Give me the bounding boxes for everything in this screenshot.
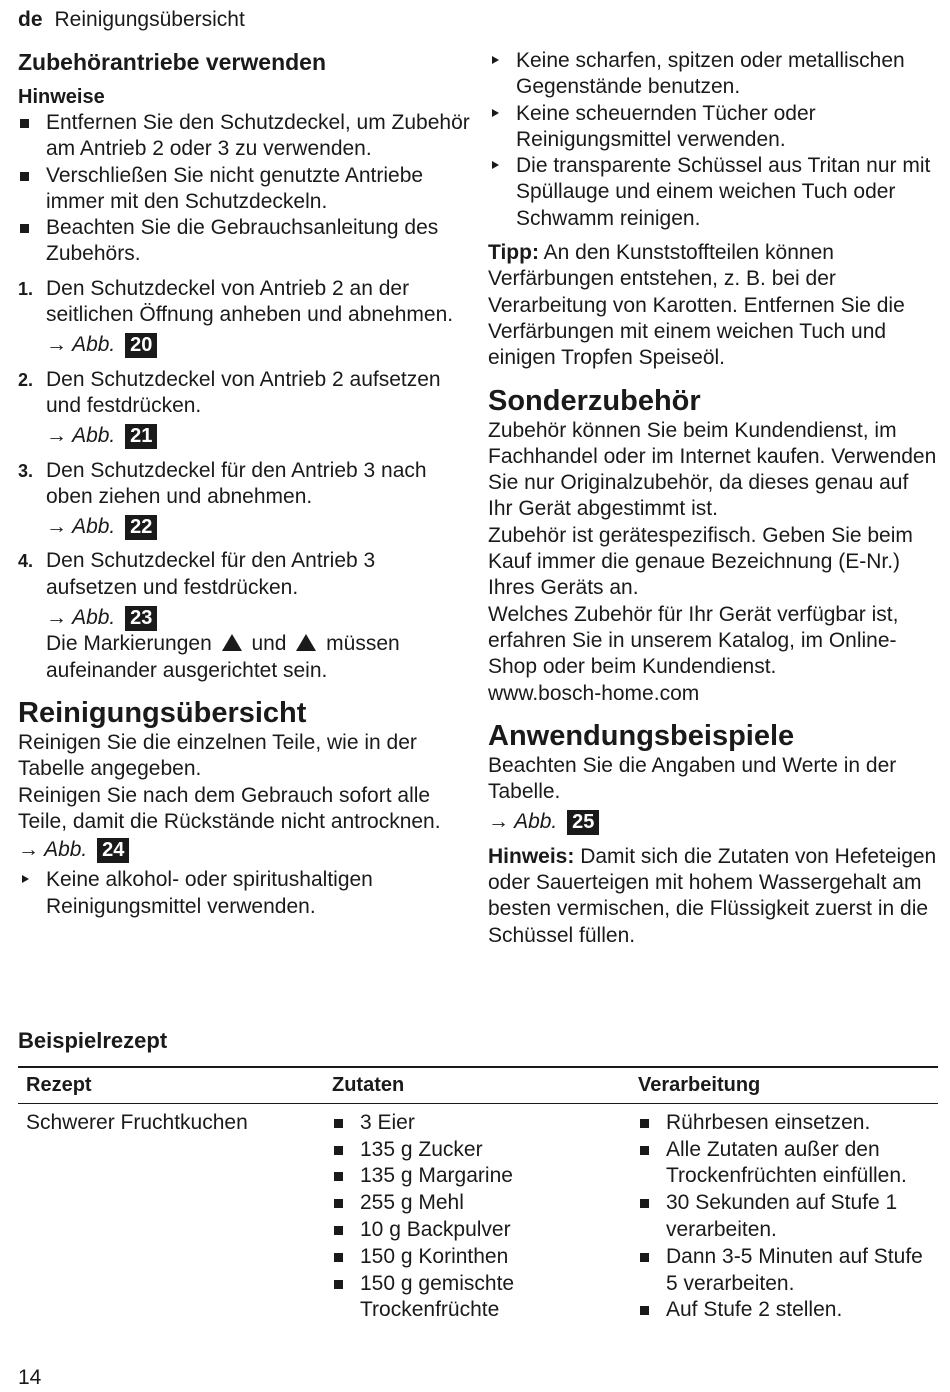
heading-cleaning-overview: Reinigungsübersicht <box>18 696 307 729</box>
figure-number-badge: 25 <box>567 810 599 835</box>
paragraph: Zubehör ist gerätespezifisch. Geben Sie beim Kauf immer die genaue Bezeichnung (E-Nr.) Ihres Geräts an. <box>488 523 913 600</box>
step-number: 1. <box>18 278 34 299</box>
step-text: Den Schutzdeckel von Antrieb 2 aufsetzen und festdrücken. <box>46 367 441 417</box>
heading-accessory-drives: Zubehörantriebe verwenden <box>18 49 327 75</box>
list-item: Keine scheuernden Tücher oder Reinigungsmittel verwenden. <box>488 101 938 154</box>
figure-reference <box>46 514 470 540</box>
figure-label: Abb. <box>72 606 116 630</box>
step-item <box>18 548 470 683</box>
list-item: Alle Zutaten außer den Trockenfrüchten einfüllen. <box>638 1137 930 1191</box>
figure-number-badge: 21 <box>125 424 157 449</box>
list-item: Rührbesen einsetzen. <box>638 1110 930 1137</box>
figure-reference <box>46 605 470 631</box>
cleaning-instructions <box>488 48 938 232</box>
tip-label: Tipp: <box>488 241 539 265</box>
hint-text: Damit sich die Zutaten von Hefeteigen oder Sauerteigen mit hohem Wassergehalt am besten vermischen, die Flüssigkeit zuerst in die Schüssel füllen. <box>488 844 937 947</box>
notes-list <box>18 110 470 268</box>
marker-note <box>46 631 470 684</box>
table-header-row <box>18 1067 938 1103</box>
step-item <box>18 458 470 541</box>
table-title: Beispielrezept <box>18 1028 168 1053</box>
figure-number-badge: 20 <box>125 333 157 358</box>
list-item: Keine scharfen, spitzen oder metallischen Gegenstände benutzen. <box>488 48 938 101</box>
heading-application-examples: Anwendungsbeispiele <box>488 719 795 752</box>
paragraph: Reinigen Sie die einzelnen Teile, wie in der Tabelle angegeben. <box>18 730 417 781</box>
step-text: Den Schutzdeckel von Antrieb 2 an der seitlichen Öffnung anheben und abnehmen. <box>46 276 454 327</box>
arrow-right-icon: → <box>46 333 67 357</box>
figure-number-badge: 22 <box>125 515 157 540</box>
figure-reference <box>18 837 470 863</box>
recipe-name: Schwerer Fruchtkuchen <box>26 1110 248 1134</box>
list-item: Die transparente Schüssel aus Tritan nur mit Spüllauge und einem weichen Tuch oder Schwamm reinigen. <box>488 153 938 232</box>
marker-text: Die Markierungen <box>46 632 212 656</box>
list-item: Keine alkohol- oder spiritushaltigen Reinigungsmittel verwenden. <box>18 867 470 920</box>
paragraph: Reinigen Sie nach dem Gebrauch sofort alle Teile, damit die Rückstände nicht antrocknen. <box>18 783 441 833</box>
arrow-right-icon: → <box>46 515 67 539</box>
cleaning-instructions <box>18 867 470 920</box>
tip-paragraph <box>488 240 938 371</box>
step-item <box>18 276 470 359</box>
list-item: 3 Eier <box>332 1110 622 1137</box>
step-number: 3. <box>18 460 34 481</box>
list-item: Dann 3-5 Minuten auf Stufe 5 verarbeiten. <box>638 1244 930 1298</box>
processing-cell <box>630 1103 938 1330</box>
arrow-right-icon: → <box>488 810 509 834</box>
recipe-table <box>18 1066 938 1330</box>
list-item: Entfernen Sie den Schutzdeckel, um Zubehör am Antrieb 2 oder 3 zu verwenden. <box>18 110 470 163</box>
list-item: Verschließen Sie nicht genutzte Antriebe immer mit den Schutzdeckeln. <box>18 163 470 216</box>
right-column <box>488 48 938 949</box>
figure-label: Abb. <box>44 838 88 862</box>
website-link[interactable]: www.bosch-home.com <box>488 681 700 705</box>
column-header: Zutaten <box>324 1067 630 1103</box>
figure-label: Abb. <box>72 333 116 357</box>
ingredients-cell <box>324 1103 630 1330</box>
list-item: 255 g Mehl <box>332 1190 622 1217</box>
column-header: Rezept <box>18 1067 324 1103</box>
steps-list <box>18 276 470 684</box>
language-tag: de <box>18 8 43 31</box>
figure-label: Abb. <box>514 810 558 834</box>
step-item <box>18 367 470 450</box>
list-item: 150 g gemischte Trockenfrüchte <box>332 1271 622 1325</box>
list-item: 150 g Korinthen <box>332 1244 622 1271</box>
figure-number-badge: 23 <box>125 606 157 631</box>
triangle-marker-icon <box>222 634 242 651</box>
ingredients-list <box>332 1110 622 1324</box>
figure-reference <box>46 423 470 449</box>
arrow-right-icon: → <box>46 424 67 448</box>
step-text: Den Schutzdeckel für den Antrieb 3 nach oben ziehen und abnehmen. <box>46 458 427 508</box>
list-item: 10 g Backpulver <box>332 1217 622 1244</box>
list-item: 135 g Zucker <box>332 1137 622 1164</box>
figure-number-badge: 24 <box>97 838 129 863</box>
figure-reference <box>488 809 938 835</box>
list-item: Auf Stufe 2 stellen. <box>638 1297 930 1324</box>
marker-text: müssen aufeinander ausgerichtet sein. <box>46 632 400 682</box>
list-item: 135 g Margarine <box>332 1163 622 1190</box>
list-item: Beachten Sie die Gebrauchsanleitung des Zubehörs. <box>18 215 470 268</box>
figure-label: Abb. <box>72 424 116 448</box>
paragraph: Welches Zubehör für Ihr Gerät verfügbar ist, erfahren Sie in unserem Katalog, im Online-Shop oder beim Kundendienst. <box>488 602 899 679</box>
notes-title: Hinweise <box>18 86 105 108</box>
heading-special-accessories: Sonderzubehör <box>488 384 701 417</box>
left-column <box>18 48 470 920</box>
triangle-marker-icon <box>296 634 316 651</box>
step-text: Den Schutzdeckel für den Antrieb 3 aufsetzen und festdrücken. <box>46 549 376 599</box>
header-section: Reinigungsübersicht <box>54 8 245 31</box>
figure-label: Abb. <box>72 515 116 539</box>
page-number: 14 <box>18 1366 42 1389</box>
marker-text: und <box>251 632 287 656</box>
paragraph: Zubehör können Sie beim Kundendienst, im Fachhandel oder im Internet kaufen. Verwenden Sie nur Originalzubehör, da dieses genau auf Ihr Gerät abgestimmt ist. <box>488 418 937 521</box>
processing-list <box>638 1110 930 1324</box>
tip-text: An den Kunststoffteilen können Verfärbungen entstehen, z. B. bei der Verarbeitung von Karotten. Entfernen Sie die Verfärbungen mit einem weichen Tuch und einigen Tropfen Speiseöl. <box>488 241 905 370</box>
hint-label: Hinweis: <box>488 844 575 868</box>
arrow-right-icon: → <box>18 838 39 862</box>
hint-paragraph <box>488 844 938 949</box>
table-row <box>18 1103 938 1330</box>
arrow-right-icon: → <box>46 606 67 630</box>
page-header <box>18 8 245 32</box>
step-number: 2. <box>18 369 34 390</box>
paragraph: Beachten Sie die Angaben und Werte in der Tabelle. <box>488 753 897 804</box>
step-number: 4. <box>18 551 34 572</box>
list-item: 30 Sekunden auf Stufe 1 verarbeiten. <box>638 1190 930 1244</box>
column-header: Verarbeitung <box>630 1067 938 1103</box>
figure-reference <box>46 332 470 358</box>
